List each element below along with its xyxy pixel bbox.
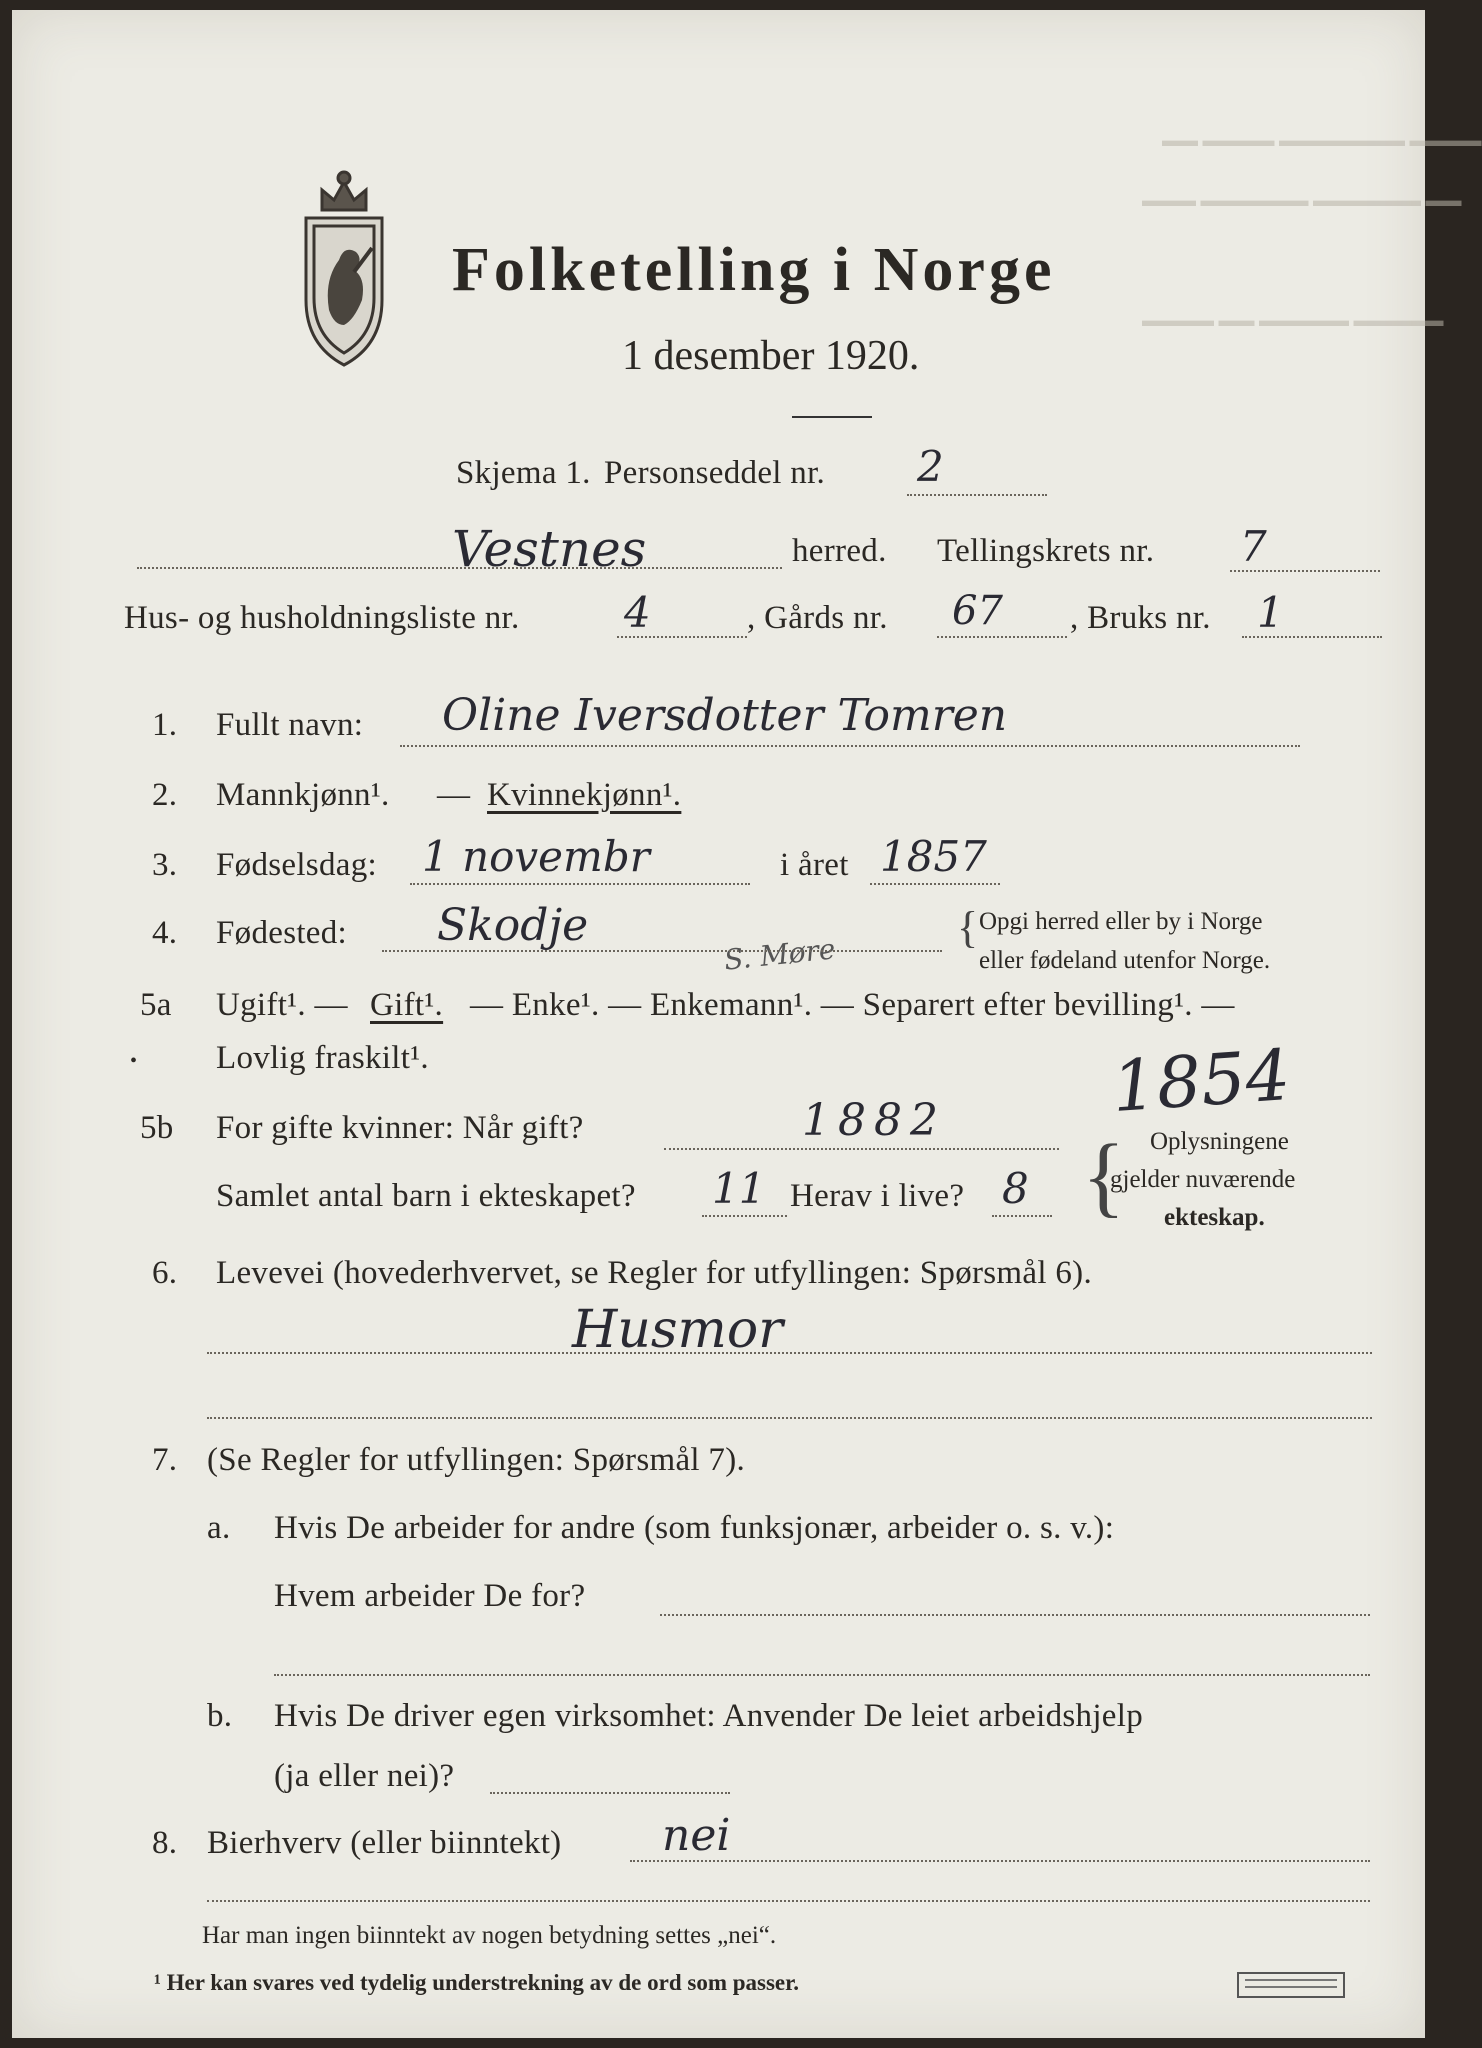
skjema-label: Skjema 1. (456, 455, 591, 491)
q5a-gift: Gift¹. (370, 987, 444, 1023)
q5a-line2: Lovlig fraskilt¹. (216, 1040, 429, 1076)
birthplace-note: S. Møre (722, 932, 837, 977)
bleed-through-text: ▬▬ ▬▬▬▬ ▬▬▬▬▬▬▬ ▬▬▬▬ (1162, 130, 1482, 150)
married-year-field-line (664, 1148, 1059, 1150)
q5a-number: 5a (140, 987, 172, 1023)
q7b-number: b. (207, 1698, 233, 1734)
q5b-live-label: Herav i live? (790, 1178, 965, 1214)
birthday-value[interactable]: 1 novembr (422, 832, 650, 881)
herred-label: herred. (792, 533, 887, 569)
children-total-value[interactable]: 11 (712, 1164, 766, 1213)
employer-field-line-2 (274, 1674, 1370, 1676)
q5b-note-2: gjelder nuværende (1110, 1166, 1296, 1193)
q6-number: 6. (152, 1255, 178, 1291)
hired-help-field-line (490, 1792, 730, 1794)
personseddel-field-line (907, 494, 1047, 496)
birthplace-field-line (382, 950, 942, 952)
q2-separator: — (437, 777, 471, 813)
q7a-label-2: Hvem arbeider De for? (274, 1578, 586, 1614)
tellingskrets-field-line (1230, 570, 1380, 572)
tellingskrets-label: Tellingskrets nr. (937, 533, 1155, 569)
handwritten-marginal-year: 1854 (1109, 1033, 1293, 1129)
q5b-note-3: ekteskap. (1164, 1204, 1265, 1231)
married-year-value[interactable]: 1882 (802, 1095, 946, 1146)
q1-number: 1. (152, 707, 178, 743)
children-alive-value[interactable]: 8 (1002, 1164, 1029, 1213)
full-name-field-line (400, 745, 1300, 747)
side-income-value[interactable]: nei (662, 1810, 731, 1861)
husliste-label: Hus- og husholdningsliste nr. (124, 600, 520, 636)
q3-number: 3. (152, 847, 178, 883)
q3-label: Fødselsdag: (216, 847, 377, 883)
q6-label: Levevei (hovederhvervet, se Regler for utfyllingen: Spørsmål 6). (216, 1255, 1093, 1291)
birth-year-label: i året (780, 847, 849, 883)
personseddel-value[interactable]: 2 (917, 442, 944, 491)
birthplace-hint-1: Opgi herred eller by i Norge (979, 908, 1263, 935)
herred-value[interactable]: Vestnes (452, 520, 647, 578)
q7b-label-2: (ja eller nei)? (274, 1758, 455, 1794)
q7b-label: Hvis De driver egen virksomhet: Anvender De leiet arbeidshjelp (274, 1698, 1144, 1734)
q7-label: (Se Regler for utfyllingen: Spørsmål 7). (207, 1442, 746, 1478)
q7a-number: a. (207, 1510, 231, 1546)
full-name-value[interactable]: Oline Iversdotter Tomren (442, 690, 1008, 741)
norwegian-coat-of-arms-icon (284, 160, 404, 375)
birthplace-hint-2: eller fødeland utenfor Norge. (979, 947, 1271, 974)
q5a-rest: — Enke¹. — Enkemann¹. — Separert efter bevilling¹. — (470, 987, 1235, 1023)
tellingskrets-value[interactable]: 7 (1240, 522, 1267, 571)
q4-label: Fødested: (216, 915, 348, 951)
footnote: ¹ Her kan svares ved tydelig understrekning av de ord som passer. (154, 1970, 799, 1995)
q5b-barn-label: Samlet antal barn i ekteskapet? (216, 1178, 636, 1214)
side-income-field-line-2 (207, 1900, 1370, 1902)
occupation-field-line-1 (207, 1352, 1372, 1354)
q2-number: 2. (152, 777, 178, 813)
bruks-field-line (1242, 636, 1382, 638)
occupation-value[interactable]: Husmor (572, 1300, 783, 1360)
birth-year-value[interactable]: 1857 (880, 832, 987, 881)
printer-stamp-icon (1237, 1972, 1345, 1998)
q5b-label: For gifte kvinner: Når gift? (216, 1110, 584, 1146)
bruks-label: , Bruks nr. (1070, 600, 1211, 636)
q7-number: 7. (152, 1442, 178, 1478)
husliste-field-line (617, 636, 747, 638)
gards-value[interactable]: 67 (952, 588, 1003, 634)
children-alive-field-line (992, 1215, 1052, 1217)
occupation-field-line-2 (207, 1417, 1372, 1419)
bruks-value[interactable]: 1 (1257, 588, 1284, 637)
q2-mann-label: Mannkjønn¹. (216, 777, 390, 813)
q7a-label: Hvis De arbeider for andre (som funksjonær, arbeider o. s. v.): (274, 1510, 1115, 1546)
personseddel-label: Personseddel nr. (604, 455, 826, 491)
q5b-note-1: Oplysningene (1150, 1128, 1289, 1155)
title-divider (792, 416, 872, 418)
form-title: Folketelling i Norge (452, 236, 1056, 304)
employer-field-line-1 (660, 1614, 1370, 1616)
q5a-ugift: Ugift¹. — (216, 987, 348, 1023)
hint-brace: { (957, 903, 979, 952)
bleed-through-text: ▬▬▬ ▬▬▬▬▬▬ ▬▬▬▬▬▬ ▬▬ (1142, 190, 1462, 210)
birthplace-value[interactable]: Skodje (437, 900, 589, 951)
q2-kvinne-label: Kvinnekjønn¹. (487, 777, 682, 813)
side-income-field-line-1 (630, 1860, 1370, 1862)
gards-field-line (937, 636, 1067, 638)
birthday-field-line (410, 883, 750, 885)
footer-instruction: Har man ingen biinntekt av nogen betydning settes „nei“. (202, 1922, 777, 1949)
q8-label: Bierhverv (eller biinntekt) (207, 1825, 562, 1861)
census-form-page (12, 10, 1482, 2038)
q5b-number: 5b (140, 1110, 174, 1146)
q4-number: 4. (152, 915, 178, 951)
q8-number: 8. (152, 1825, 178, 1861)
herred-field-line (137, 567, 782, 569)
husliste-value[interactable]: 4 (624, 588, 651, 637)
bleed-through-text: ▬▬▬▬ ▬▬ ▬▬▬▬▬ ▬▬▬▬▬ (1142, 310, 1444, 330)
birth-year-field-line (870, 883, 1000, 885)
children-total-field-line (702, 1215, 787, 1217)
form-date: 1 desember 1920. (622, 333, 920, 379)
gards-label: , Gårds nr. (747, 600, 888, 636)
margin-dot: • (130, 1050, 138, 1072)
q1-label: Fullt navn: (216, 707, 364, 743)
note-brace: { (1082, 1127, 1126, 1226)
